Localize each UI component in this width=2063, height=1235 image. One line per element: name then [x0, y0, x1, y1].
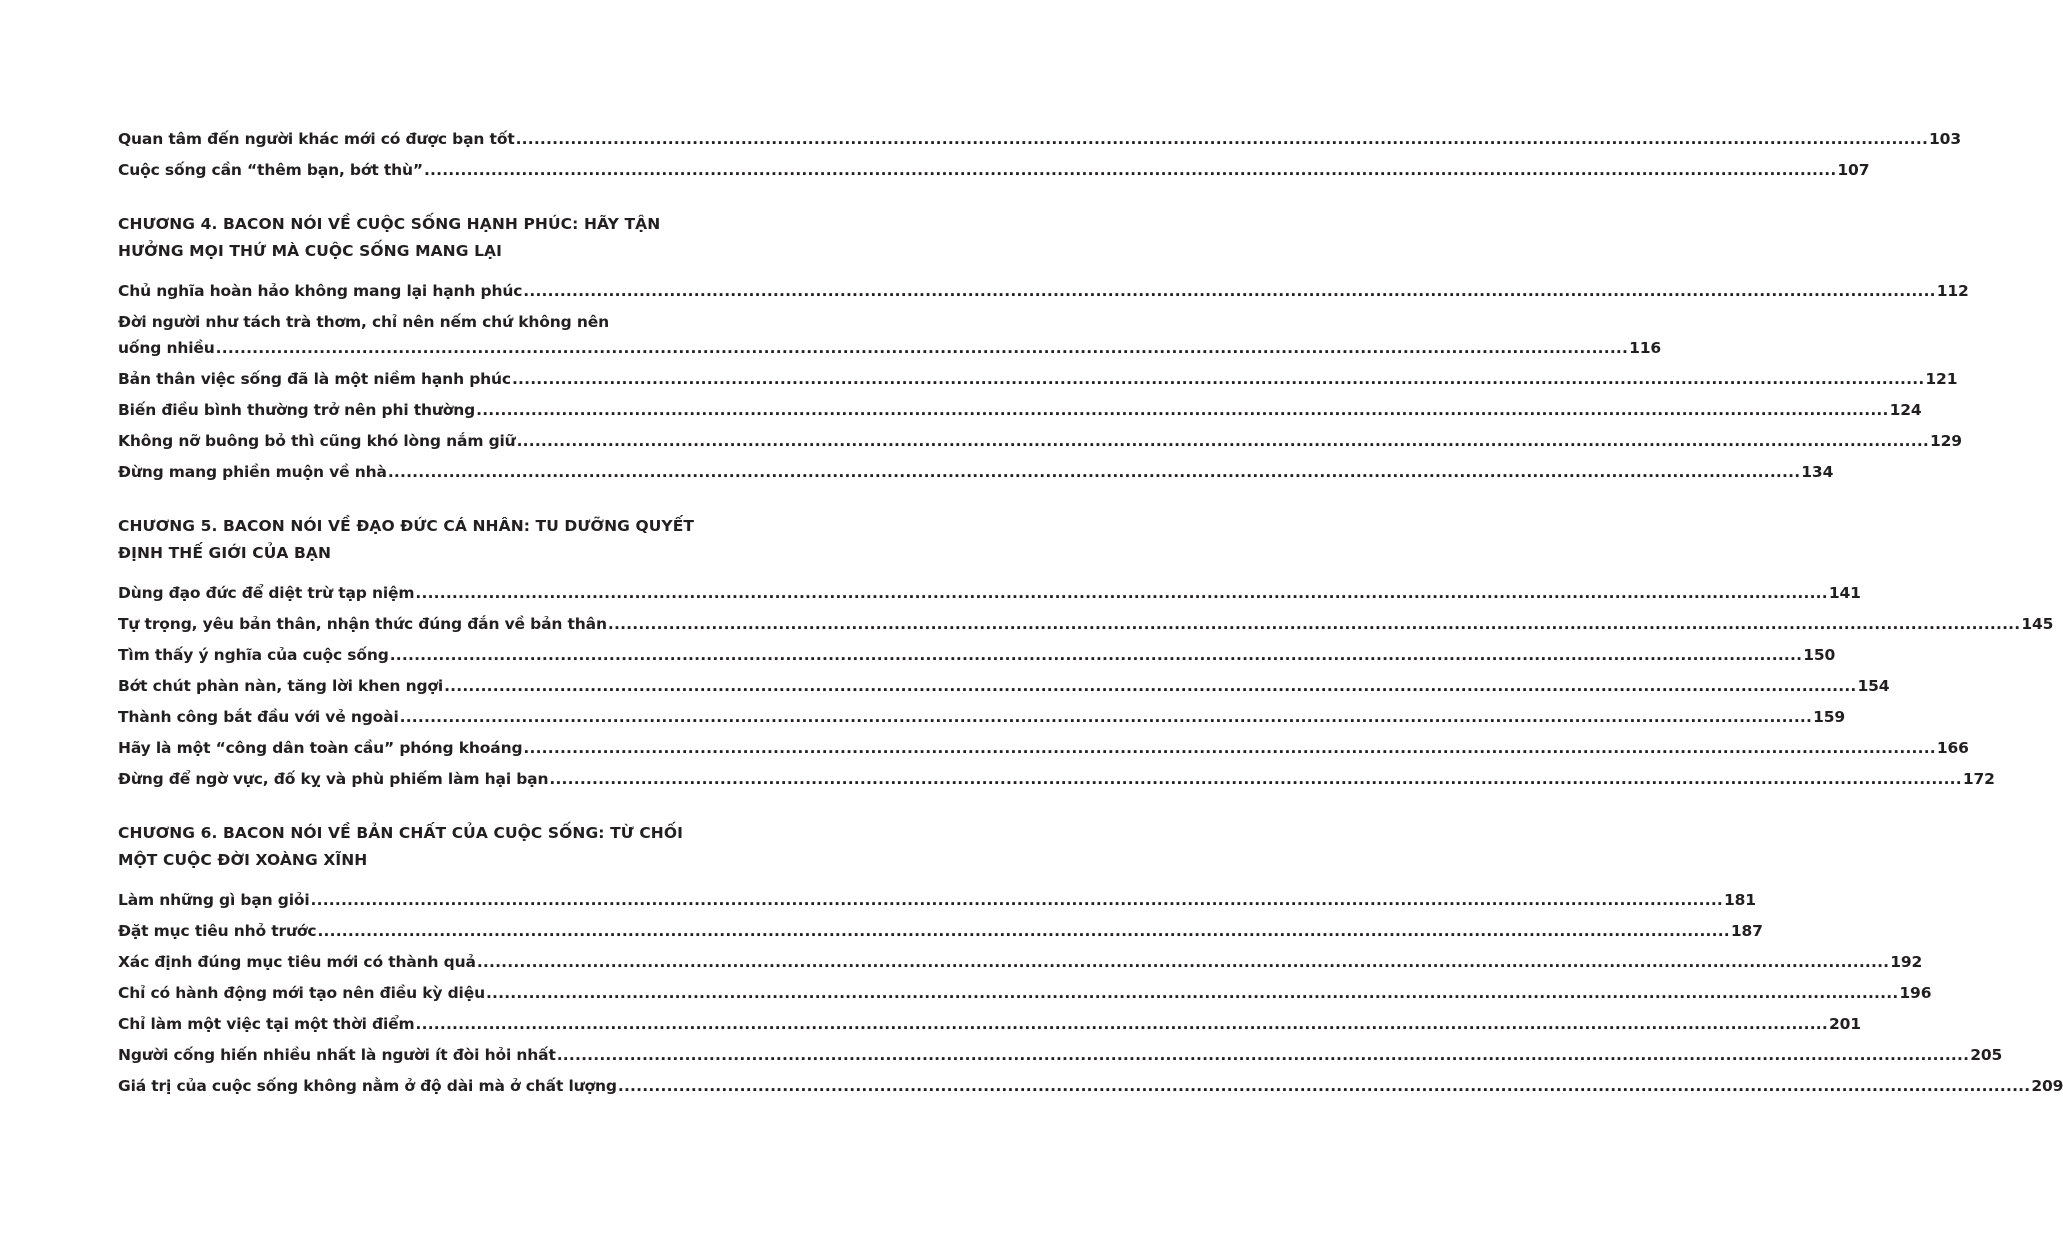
toc-entry[interactable] — [118, 769, 1995, 800]
dot-leader — [415, 583, 1827, 603]
toc-entry-title: Đừng mang phiền muộn về nhà — [118, 463, 387, 481]
toc-entry-title: Xác định đúng mục tiêu mới có thành quả — [118, 953, 476, 971]
dot-leader — [512, 369, 1924, 389]
dot-leader — [486, 983, 1898, 1003]
toc-entry-page: 172 — [1962, 770, 1995, 788]
toc-entry-page: 112 — [1936, 282, 1969, 300]
dot-leader — [400, 707, 1812, 727]
toc-entry-title: Đặt mục tiêu nhỏ trước — [118, 922, 317, 940]
toc-entry[interactable] — [118, 400, 1922, 431]
toc-entry-title: Biến điều bình thường trở nên phi thường — [118, 401, 476, 419]
toc-entry-title: Làm những gì bạn giỏi — [118, 891, 310, 909]
toc-entry-title: Tự trọng, yêu bản thân, nhận thức đúng đắn về bản thân — [118, 615, 607, 633]
toc-entry[interactable] — [118, 645, 1836, 676]
table-of-contents — [118, 129, 2063, 1107]
dot-leader — [416, 1014, 1828, 1034]
toc-entry-title: Thành công bắt đầu với vẻ ngoài — [118, 708, 399, 726]
toc-entry-title: Dùng đạo đức để diệt trừ tạp niệm — [118, 584, 415, 602]
chapter-heading-line: MỘT CUỘC ĐỜI XOÀNG XĨNH — [118, 851, 368, 869]
toc-entry-page: 205 — [1970, 1046, 2003, 1064]
dot-leader — [476, 400, 1888, 420]
toc-entry-page: 145 — [2021, 615, 2054, 633]
toc-entry-page: 201 — [1828, 1015, 1861, 1033]
dot-leader — [549, 769, 1961, 789]
toc-entry-title: Chủ nghĩa hoàn hảo không mang lại hạnh phúc — [118, 282, 523, 300]
toc-entry-title: Chỉ có hành động mới tạo nên điều kỳ diệu — [118, 984, 485, 1002]
toc-entry-title: Không nỡ buông bỏ thì cũng khó lòng nắm giữ — [118, 432, 516, 450]
dot-leader — [477, 952, 1889, 972]
chapter-heading-line: CHƯƠNG 4. BACON NÓI VỀ CUỘC SỐNG HẠNH PHÚC: HÃY TẬN — [118, 215, 661, 233]
toc-entry-page: 209 — [2031, 1077, 2063, 1095]
toc-entry-title: Hãy là một “công dân toàn cầu” phóng khoáng — [118, 739, 523, 757]
toc-entry-title: Chỉ làm một việc tại một thời điểm — [118, 1015, 415, 1033]
toc-entry[interactable] — [118, 129, 1961, 160]
toc-entry-page: 187 — [1730, 922, 1763, 940]
toc-entry-title: Tìm thấy ý nghĩa của cuộc sống — [118, 646, 389, 664]
dot-leader — [618, 1076, 2030, 1096]
toc-entry[interactable] — [118, 1014, 1861, 1045]
toc-entry-page: 121 — [1925, 370, 1958, 388]
dot-leader — [608, 614, 2020, 634]
chapter-heading-line: CHƯƠNG 6. BACON NÓI VỀ BẢN CHẤT CỦA CUỘC SỐNG: TỪ CHỐI — [118, 824, 684, 842]
toc-entry-page: 116 — [1629, 339, 1662, 357]
chapter-heading — [118, 820, 714, 874]
dot-leader — [517, 431, 1929, 451]
chapter-heading — [118, 211, 714, 265]
toc-entry-title: Cuộc sống cần “thêm bạn, bớt thù” — [118, 161, 423, 179]
chapter-heading — [118, 513, 714, 567]
toc-entry-title: Bớt chút phàn nàn, tăng lời khen ngợi — [118, 677, 444, 695]
dot-leader — [444, 676, 1856, 696]
dot-leader — [424, 160, 1836, 180]
toc-entry[interactable] — [118, 921, 1763, 952]
toc-entry-title: Giá trị của cuộc sống không nằm ở độ dài mà ở chất lượng — [118, 1077, 617, 1095]
toc-entry-page: 159 — [1813, 708, 1845, 726]
toc-entry[interactable] — [118, 952, 1923, 983]
dot-leader — [317, 921, 1729, 941]
dot-leader — [523, 281, 1935, 301]
toc-entry-title-continued: uống nhiều — [118, 339, 215, 357]
toc-entry[interactable] — [118, 983, 1932, 1014]
toc-entry-page: 196 — [1899, 984, 1932, 1002]
dot-leader — [388, 462, 1800, 482]
toc-entry[interactable] — [118, 890, 1756, 921]
dot-leader — [516, 129, 1928, 149]
toc-entry-page: 124 — [1889, 401, 1922, 419]
toc-entry[interactable] — [118, 431, 1962, 462]
toc-entry[interactable] — [118, 707, 1845, 738]
dot-leader — [390, 645, 1802, 665]
toc-entry[interactable] — [118, 614, 2054, 645]
toc-entry-page: 166 — [1936, 739, 1969, 757]
toc-entry[interactable] — [118, 312, 1662, 358]
toc-entry-page: 181 — [1724, 891, 1756, 909]
toc-entry-title: Đời người như tách trà thơm, chỉ nên nếm chứ không nên — [118, 313, 609, 331]
toc-entry[interactable] — [118, 160, 1870, 191]
toc-entry-page: 150 — [1803, 646, 1836, 664]
dot-leader — [311, 890, 1723, 910]
chapter-heading-line: CHƯƠNG 5. BACON NÓI VỀ ĐẠO ĐỨC CÁ NHÂN: TU DƯỠNG QUYẾT — [118, 517, 695, 535]
toc-entry-page: 129 — [1930, 432, 1962, 450]
chapter-heading-line: HƯỞNG MỌI THỨ MÀ CUỘC SỐNG MANG LẠI — [118, 242, 503, 260]
toc-entry[interactable] — [118, 738, 1969, 769]
toc-entry-page: 107 — [1837, 161, 1870, 179]
toc-entry[interactable] — [118, 676, 1890, 707]
dot-leader — [523, 738, 1935, 758]
toc-entry-page: 192 — [1890, 953, 1923, 971]
toc-entry[interactable] — [118, 583, 1861, 614]
toc-entry[interactable] — [118, 1045, 2003, 1076]
toc-entry[interactable] — [118, 1076, 2063, 1107]
dot-leader — [216, 338, 1628, 358]
toc-entry-title: Bản thân việc sống đã là một niềm hạnh phúc — [118, 370, 511, 388]
toc-entry-title: Người cống hiến nhiều nhất là người ít đòi hỏi nhất — [118, 1046, 556, 1064]
toc-entry[interactable] — [118, 281, 1969, 312]
toc-entry-page: 154 — [1857, 677, 1890, 695]
toc-entry-title: Đừng để ngờ vực, đố kỵ và phù phiếm làm hại bạn — [118, 770, 549, 788]
toc-entry[interactable] — [118, 462, 1834, 493]
dot-leader — [557, 1045, 1969, 1065]
toc-entry[interactable] — [118, 369, 1958, 400]
toc-entry-page: 103 — [1929, 130, 1961, 148]
toc-entry-page: 134 — [1801, 463, 1834, 481]
toc-entry-page: 141 — [1828, 584, 1861, 602]
chapter-heading-line: ĐỊNH THẾ GIỚI CỦA BẠN — [118, 544, 332, 562]
toc-entry-title: Quan tâm đến người khác mới có được bạn tốt — [118, 130, 515, 148]
